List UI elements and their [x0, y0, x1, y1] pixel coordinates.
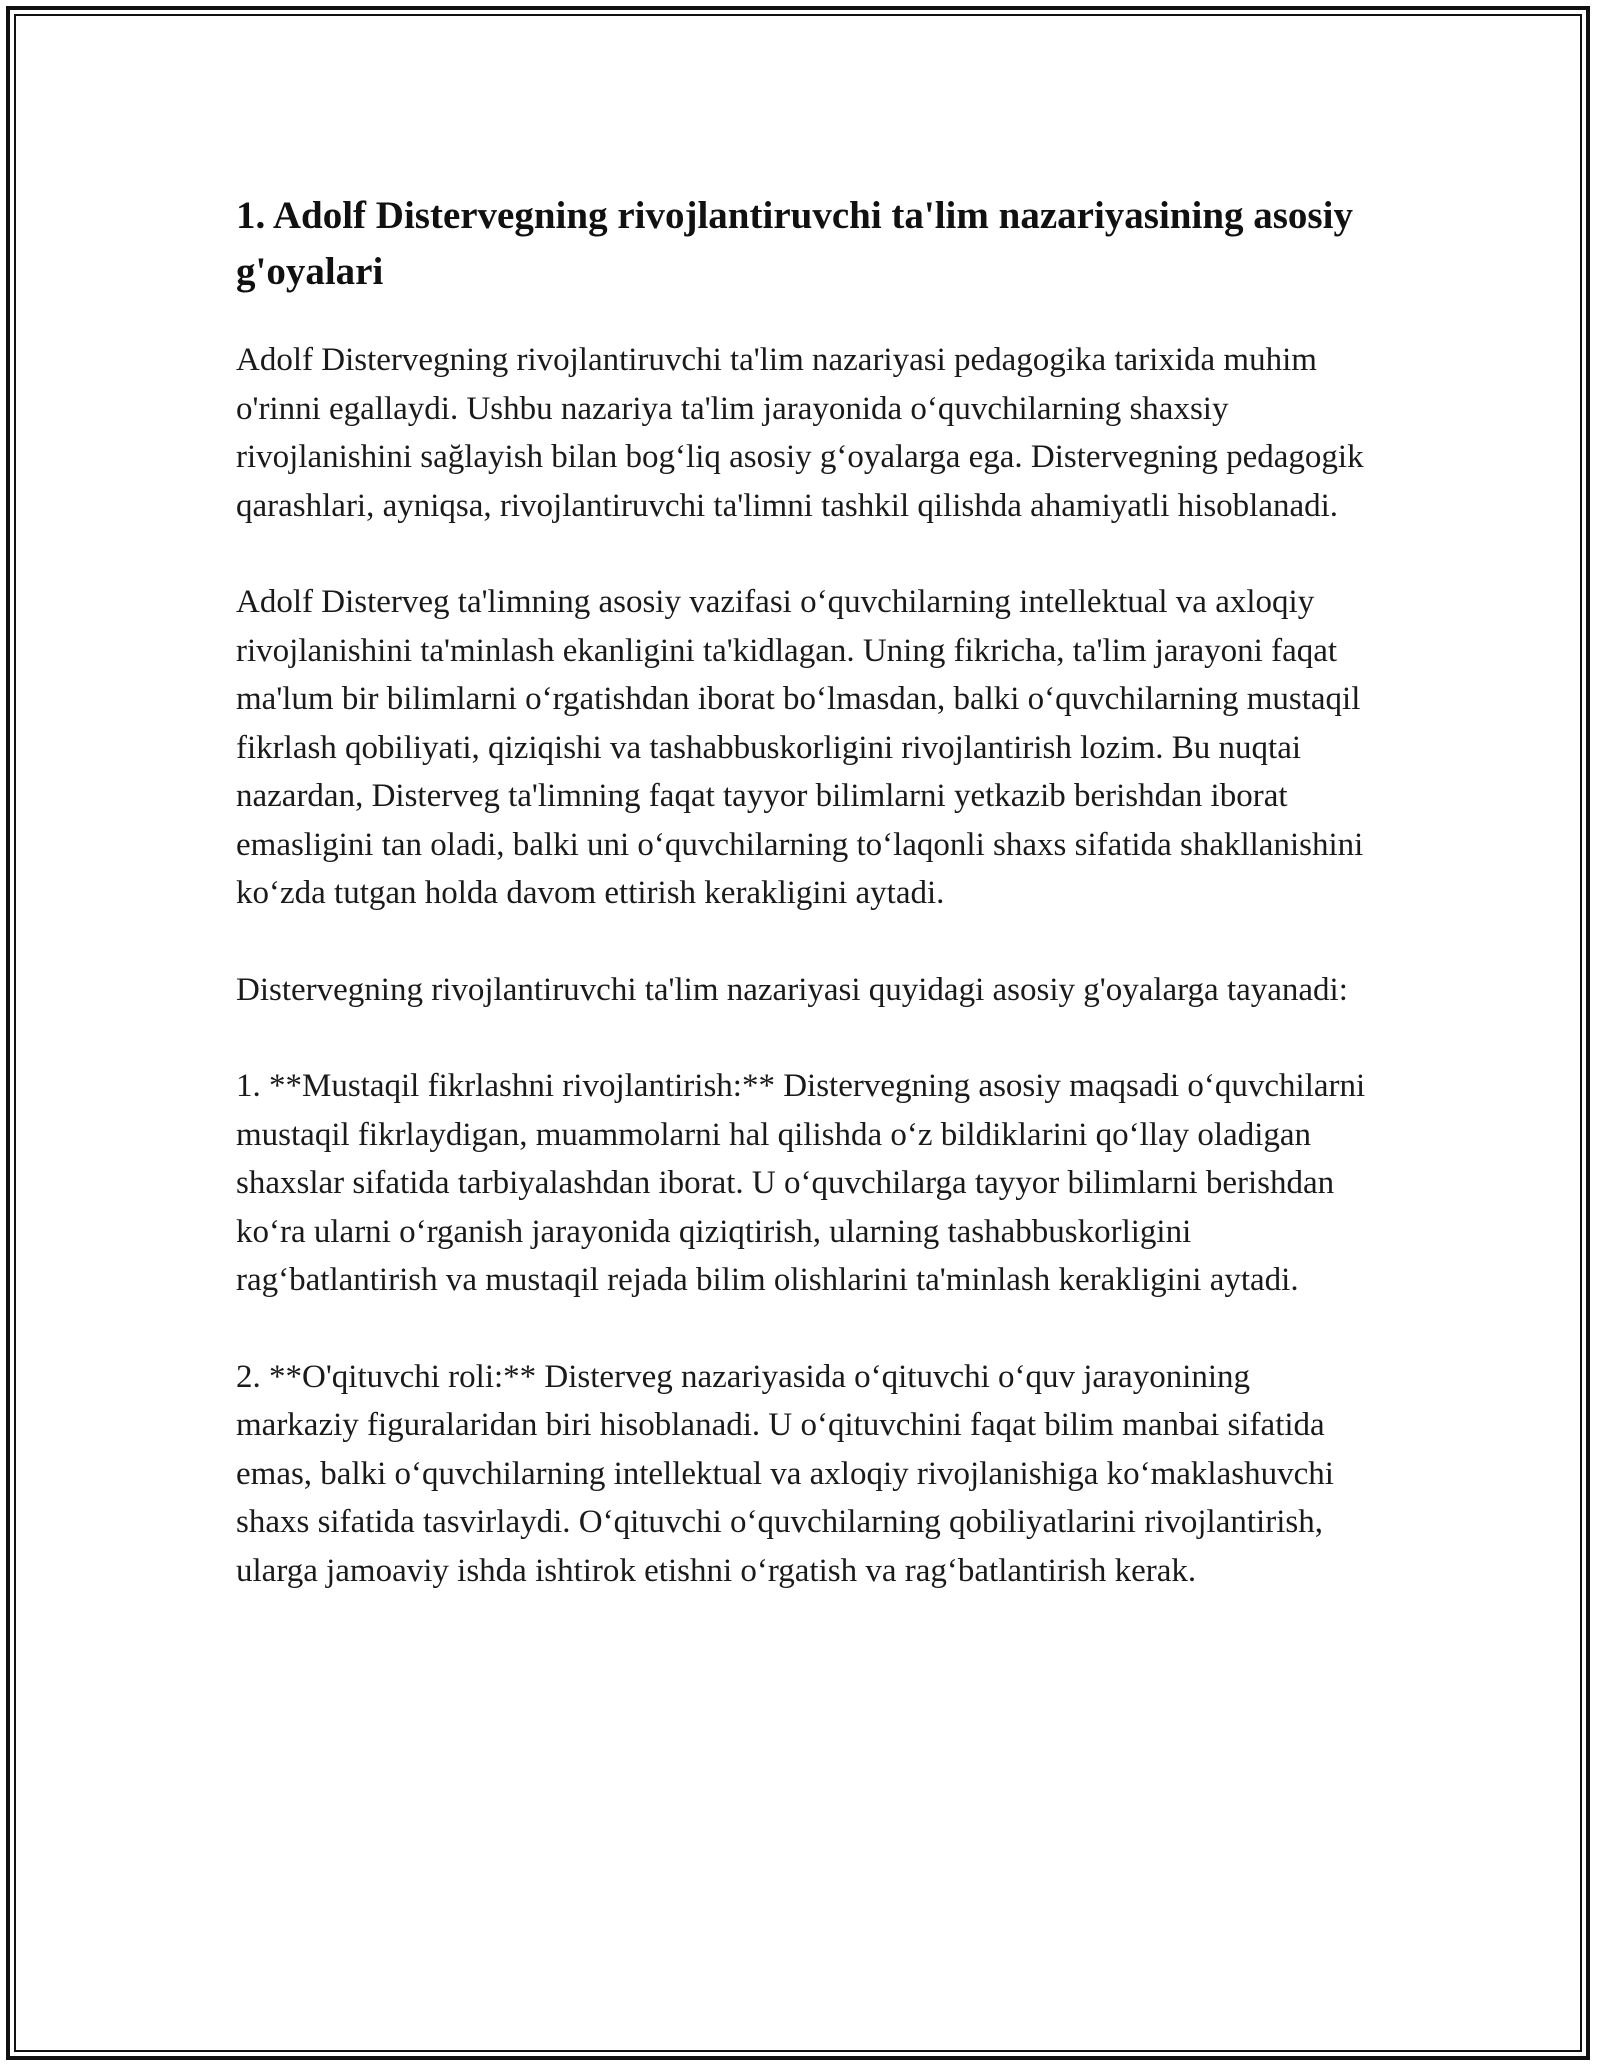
document-body: [236, 188, 1376, 1643]
document-title: 1. Adolf Distervegning rivojlantiruvchi ta'lim nazariyasining asosiy g'oyalari: [236, 194, 1353, 293]
paragraph-main-task: Adolf Disterveg ta'limning asosiy vazifasi o‘quvchilarning intellektual va axloqiy rivojlanishini ta'minlash ekanligini ta'kidlagan. Uning fikricha, ta'lim jarayoni faqat ma'lum bir bilimlarni o‘rgatishdan iborat bo‘lmasdan, balki o‘quvchilarning mustaqil fikrlash qobiliyati, qiziqishi va tashabbuskorligini rivojlantirish lozim. Bu nuqtai nazardan, Disterveg ta'limning faqat tayyor bilimlarni yetkazib berishdan iborat emasligini tan oladi, balki uni o‘quvchilarning to‘laqonli shaxs sifatida shakllanishini ko‘zda tutgan holda davom ettirish kerakligini aytadi.: [236, 584, 1364, 911]
paragraph-intro: Adolf Distervegning rivojlantiruvchi ta'lim nazariyasi pedagogika tarixida muhim o'rinni egallaydi. Ushbu nazariya ta'lim jarayonida o‘quvchilarning shaxsiy rivojlanishini sağlayish bilan bog‘liq asosiy g‘oyalarga ega. Distervegning pedagogik qarashlari, ayniqsa, rivojlantiruvchi ta'limni tashkil qilishda ahamiyatli hisoblanadi.: [236, 342, 1364, 524]
list-item-teacher-role: 2. **O'qituvchi roli:** Disterveg nazariyasida o‘qituvchi o‘quv jarayonining markaziy figuralaridan biri hisoblanadi. U o‘qituvchini faqat bilim manbai sifatida emas, balki o‘quvchilarning intellektual va axloqiy rivojlanishiga ko‘maklashuvchi shaxs sifatida tasvirlaydi. O‘qituvchi o‘quvchilarning qobiliyatlarini rivojlantirish, ularga jamoaviy ishda ishtirok etishni o‘rgatish va rag‘batlantirish kerak.: [236, 1358, 1334, 1589]
paragraph-list-intro: Distervegning rivojlantiruvchi ta'lim nazariyasi quyidagi asosiy g'oyalarga tayanadi:: [236, 971, 1348, 1008]
list-item-independent-thinking: 1. **Mustaqil fikrlashni rivojlantirish:** Distervegning asosiy maqsadi o‘quvchilarni mustaqil fikrlaydigan, muammolarni hal qilishda o‘z bildiklarini qo‘llay oladigan shaxslar sifatida tarbiyalashdan iborat. U o‘quvchilarga tayyor bilimlarni berishdan ko‘ra ularni o‘rganish jarayonida qiziqtirish, ularning tashabbuskorligini rag‘batlantirish va mustaqil rejada bilim olishlarini ta'minlash kerakligini aytadi.: [236, 1068, 1366, 1298]
